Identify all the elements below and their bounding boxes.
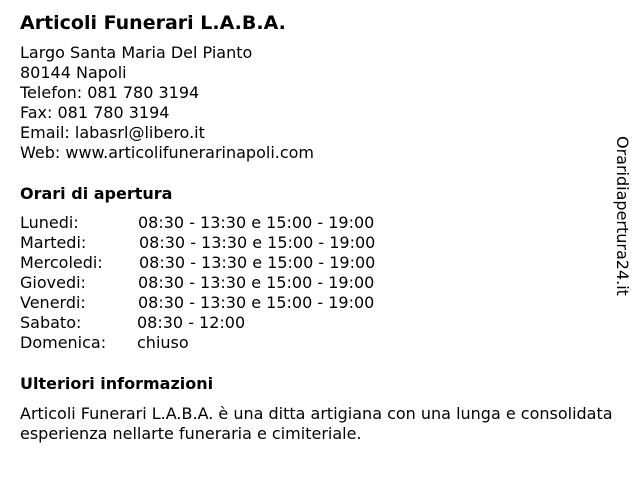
hours-value: 08:30 - 13:30 e 15:00 - 19:00: [138, 293, 375, 312]
hours-value: 08:30 - 13:30 e 15:00 - 19:00: [138, 213, 375, 232]
day-label: Giovedi:: [20, 273, 86, 292]
hours-value: chiuso: [137, 333, 189, 352]
day-label: Martedi:: [20, 233, 87, 252]
day-label: Sabato:: [20, 313, 82, 332]
phone-line: Telefon: 081 780 3194: [20, 83, 200, 102]
hours-value: 08:30 - 13:30 e 15:00 - 19:00: [138, 273, 375, 292]
contact-block: [20, 43, 314, 163]
hours-value: 08:30 - 13:30 e 15:00 - 19:00: [139, 253, 376, 272]
site-brand-watermark: [612, 136, 632, 308]
address-city: 80144 Napoli: [20, 63, 127, 82]
web-line: Web: www.articolifunerarinapoli.com: [20, 143, 315, 162]
email-line: Email: labasrl@libero.it: [20, 123, 205, 142]
site-brand-text: Oraridiapertura24.it: [613, 136, 632, 296]
hours-value: 08:30 - 13:30 e 15:00 - 19:00: [139, 233, 376, 252]
business-description: Articoli Funerari L.A.B.A. è una ditta artigiana con una lunga e consolidata esperienza nellarte funeraria e cimiteriale.: [20, 404, 613, 443]
fax-line: Fax: 081 780 3194: [20, 103, 170, 122]
day-label: Venerdi:: [20, 293, 86, 312]
day-label: Domenica:: [20, 333, 107, 352]
opening-hours-heading: Orari di apertura: [20, 184, 173, 203]
address-street: Largo Santa Maria Del Pianto: [20, 43, 253, 62]
business-name: Articoli Funerari L.A.B.A.: [20, 12, 286, 34]
more-info-heading: Ulteriori informazioni: [20, 374, 214, 393]
day-label: Lunedi:: [20, 213, 79, 232]
hours-value: 08:30 - 12:00: [137, 313, 246, 332]
day-label: Mercoledi:: [20, 253, 103, 272]
